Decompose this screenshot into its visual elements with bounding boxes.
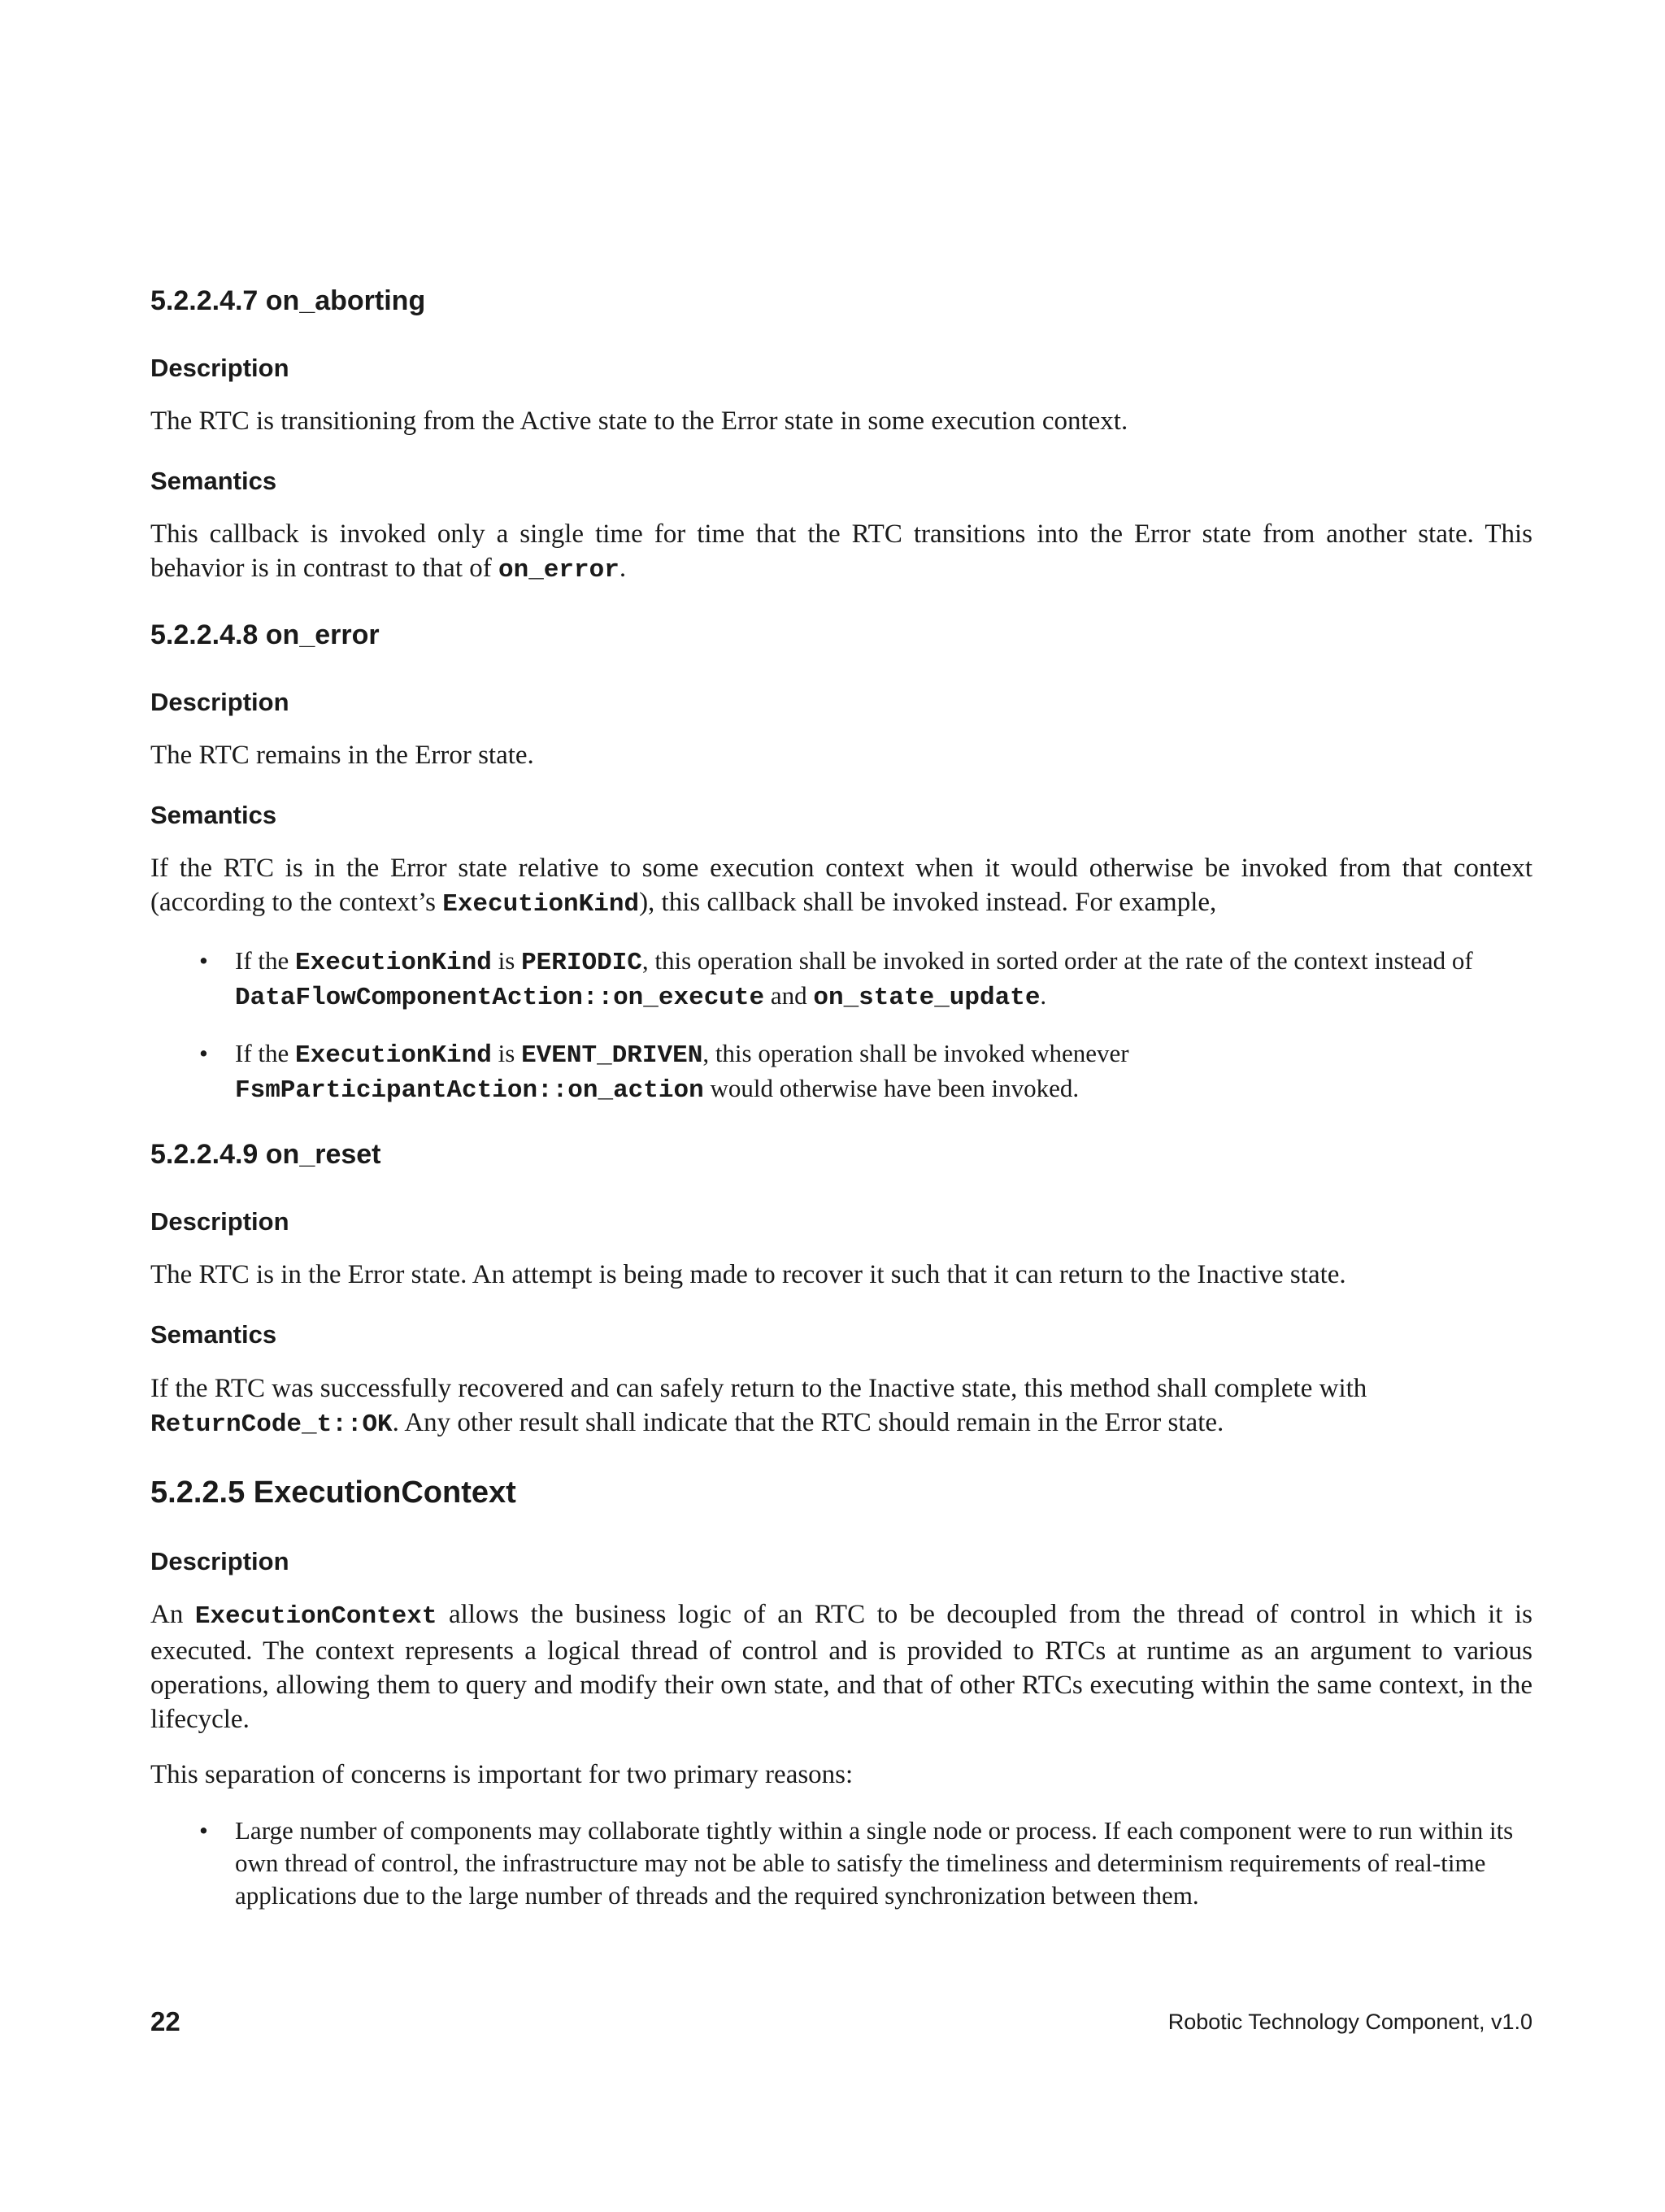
heading-on-error: 5.2.2.4.8 on_error bbox=[150, 619, 380, 651]
bullet-icon: • bbox=[199, 1039, 208, 1068]
description-text: The RTC is transitioning from the Active state to the Error state in some execution context. bbox=[150, 406, 1128, 436]
list-item: • If the ExecutionKind is EVENT_DRIVEN, this operation shall be invoked whenever FsmParticipantAction::on_action would otherwise have been invoked. bbox=[199, 1039, 1129, 1106]
semantics-label: Semantics bbox=[150, 466, 277, 495]
heading-on-aborting: 5.2.2.4.7 on_aborting bbox=[150, 285, 426, 316]
heading-execution-context: 5.2.2.5 ExecutionContext bbox=[150, 1475, 516, 1510]
description-label: Description bbox=[150, 1547, 289, 1576]
semantics-label: Semantics bbox=[150, 801, 277, 830]
description-text: An ExecutionContext allows the business logic of an RTC to be decoupled from the thread of control in which it is executed. The context represents a logical thread of control and is provided to RTCs at runtime as an argument to various operations, allowing them to query and modify their own state, and that of other RTCs executing within the same context, in the lifecycle. bbox=[150, 1600, 1532, 1735]
page-number: 22 bbox=[150, 2006, 180, 2036]
bullet-list bbox=[150, 1814, 1532, 1912]
page-content bbox=[150, 285, 1532, 1912]
heading-on-reset: 5.2.2.4.9 on_reset bbox=[150, 1139, 381, 1171]
semantics-text: This callback is invoked only a single time for time that the RTC transitions into the Error state from another state. This behavior is in contrast to that of on_error. bbox=[150, 519, 1532, 585]
bullet-icon: • bbox=[199, 1816, 208, 1845]
description-text: The RTC remains in the Error state. bbox=[150, 741, 534, 771]
document-title: Robotic Technology Component, v1.0 bbox=[1167, 2010, 1532, 2034]
semantics-text: If the RTC is in the Error state relative to some execution context when it would otherwise be invoked from that context (according to the context’s ExecutionKind), this callback shall be invoked instead. For example, bbox=[150, 854, 1532, 919]
list-item: • Large number of components may collaborate tightly within a single node or process. If each component were to run within its own thread of control, the infrastructure may not be able to satisfy the timeliness and determinism requirements of real-time applications due to the large number of threads and the required synchronization between them. bbox=[199, 1816, 1514, 1910]
bullet-icon: • bbox=[199, 946, 208, 976]
bullet-list bbox=[150, 945, 1532, 1107]
description-label: Description bbox=[150, 1207, 289, 1236]
semantics-text: If the RTC was successfully recovered and can safely return to the Inactive state, this method shall complete with ReturnCode_t::OK. Any other result shall indicate that the RTC should remain in the Error state. bbox=[150, 1373, 1367, 1439]
description-label: Description bbox=[150, 687, 289, 716]
semantics-label: Semantics bbox=[150, 1320, 277, 1349]
separation-text: This separation of concerns is important for two primary reasons: bbox=[150, 1760, 854, 1790]
list-item: • If the ExecutionKind is PERIODIC, this operation shall be invoked in sorted order at the rate of the context instead of DataFlowComponentAction::on_execute and on_state_update. bbox=[199, 946, 1473, 1013]
description-label: Description bbox=[150, 353, 289, 382]
description-text: The RTC is in the Error state. An attempt is being made to recover it such that it can return to the Inactive state. bbox=[150, 1260, 1346, 1290]
